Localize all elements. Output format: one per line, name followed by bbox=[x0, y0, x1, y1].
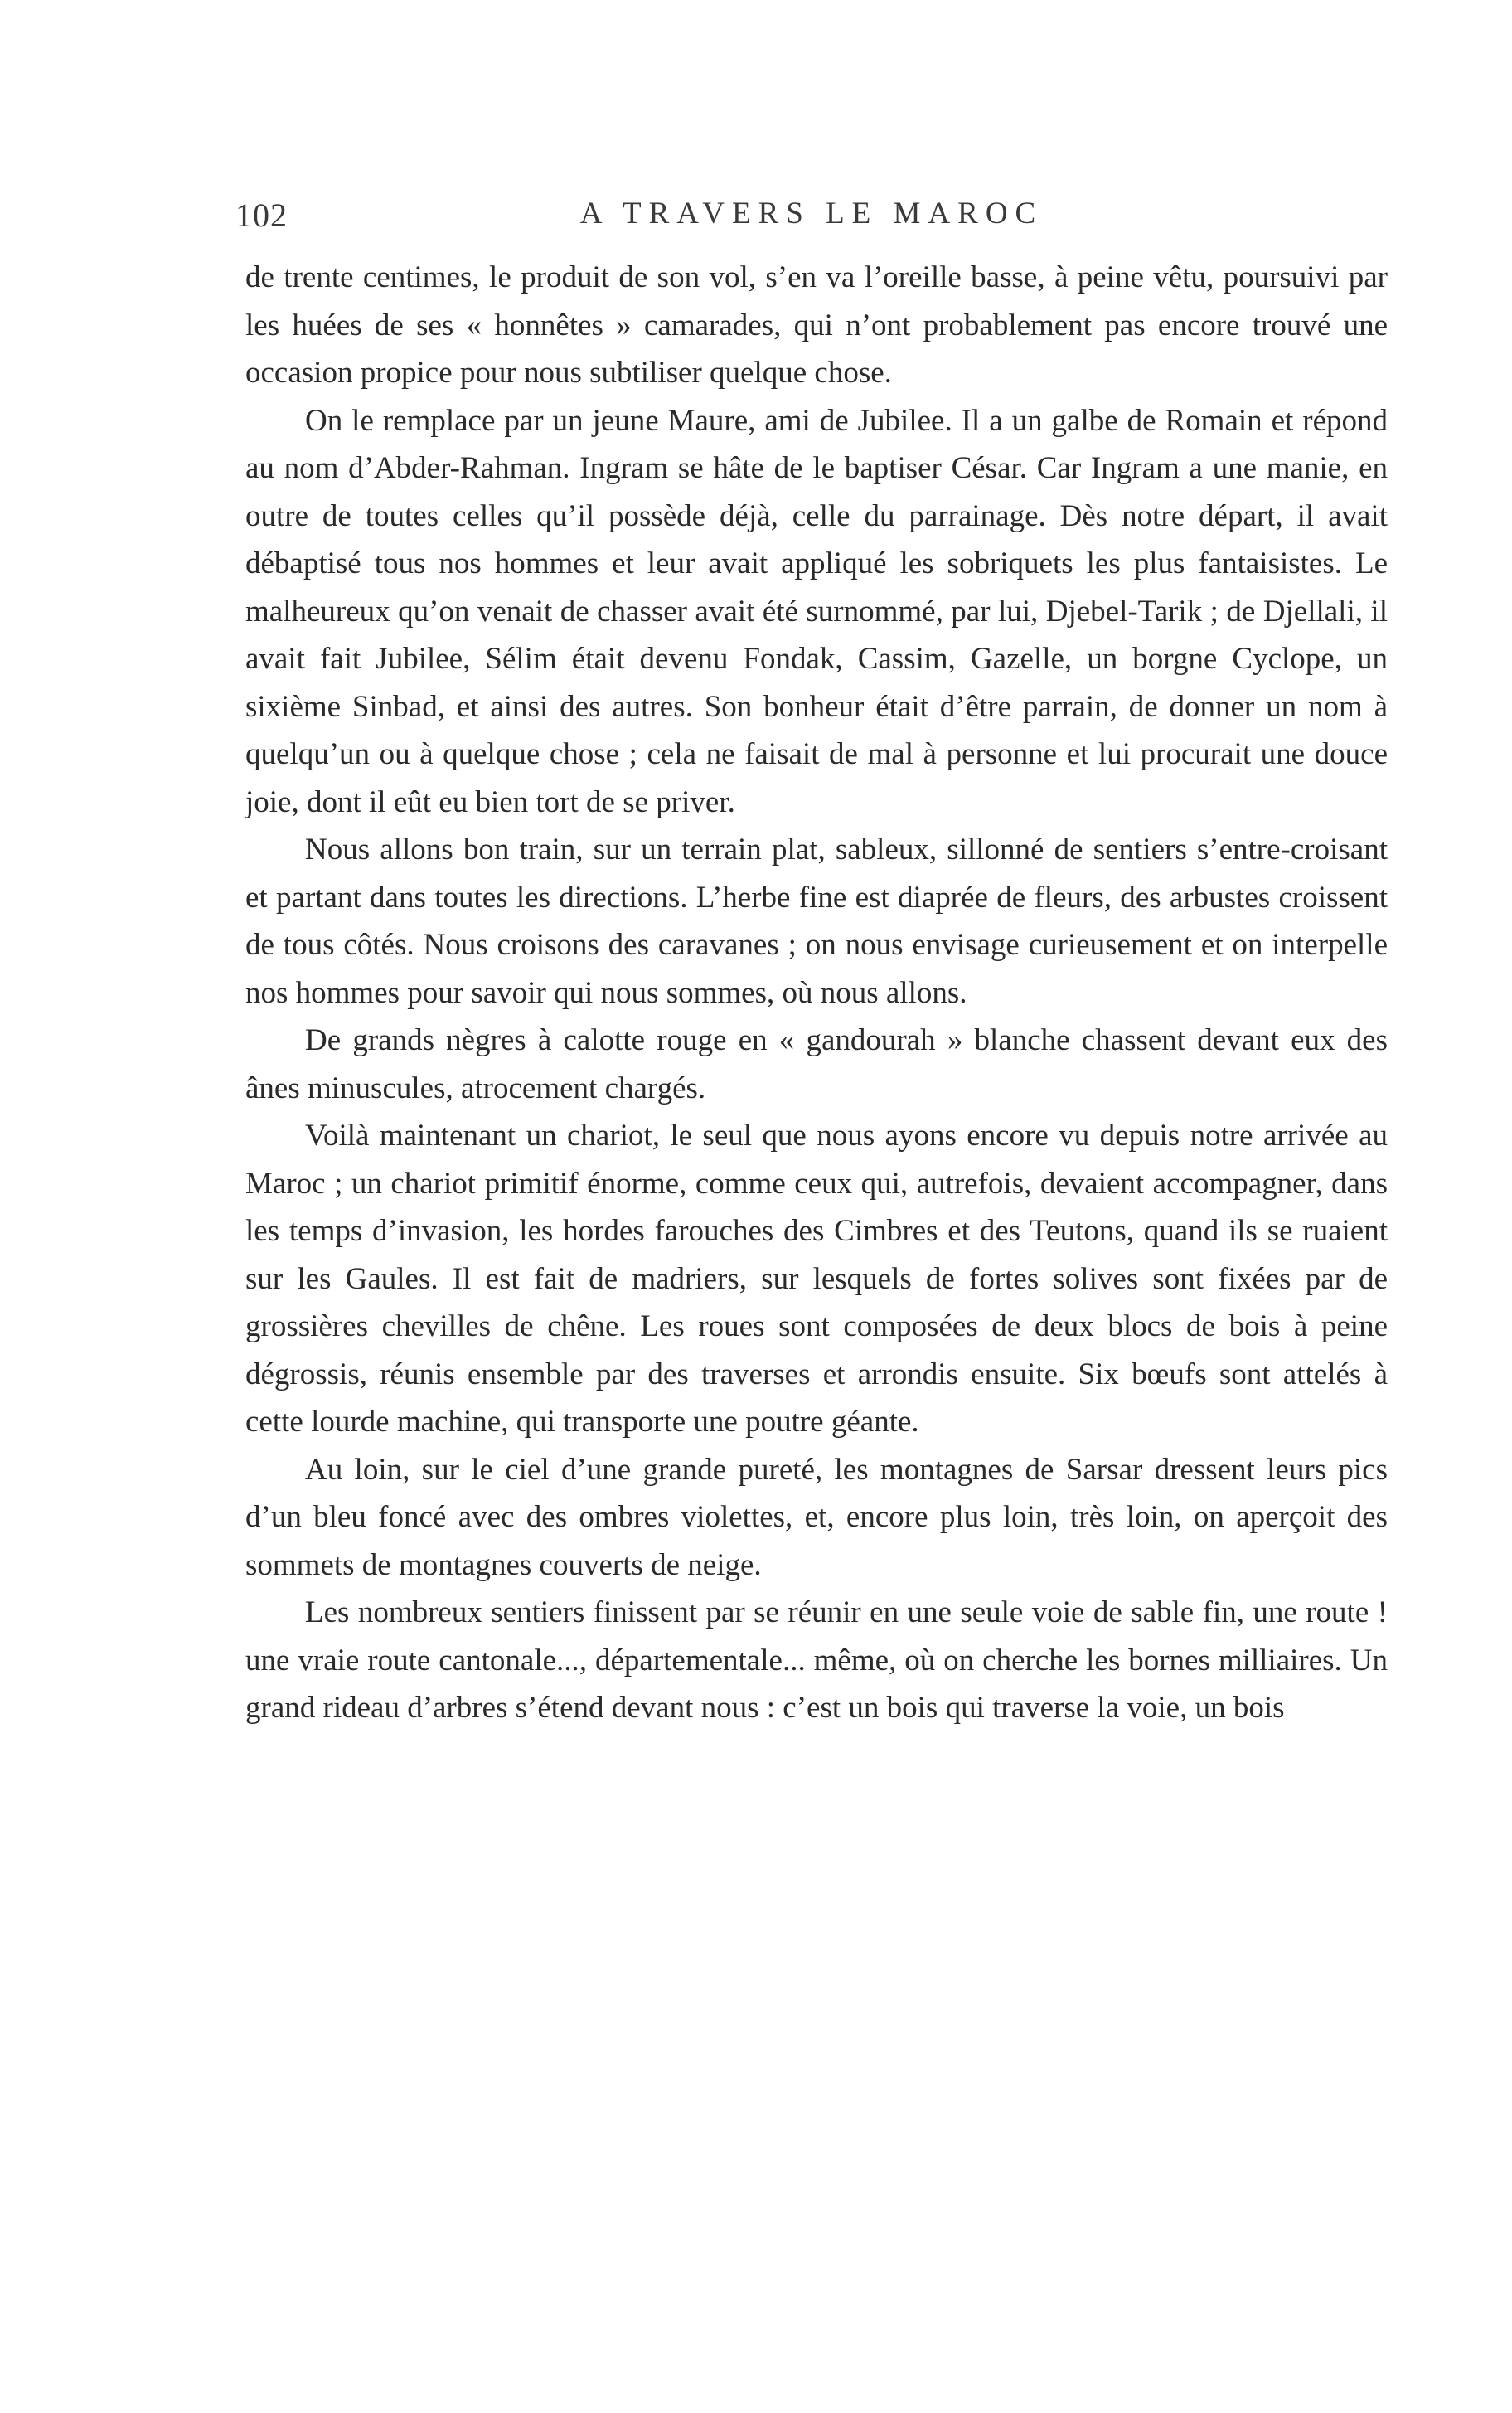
body-text bbox=[245, 254, 1388, 1732]
paragraph: Nous allons bon train, sur un terrain plat, sableux, sillonné de sentiers s’entre-croisant et partant dans toutes les directions. L’herbe fine est diaprée de fleurs, des arbustes croissent de tous côtés. Nous croisons des caravanes ; on nous envisage curieusement et on interpelle nos hommes pour savoir qui nous sommes, où nous allons. bbox=[245, 833, 1388, 1010]
paragraph: De grands nègres à calotte rouge en « gandourah » blanche chassent devant eux des ânes minuscules, atrocement chargés. bbox=[245, 1023, 1388, 1105]
paragraph: Les nombreux sentiers finissent par se réunir en une seule voie de sable fin, une route ! une vraie route cantonale..., départementale... même, où on cherche les bornes milliaires. Un grand rideau d’arbres s’étend devant nous : c’est un bois qui traverse la voie, un bois bbox=[245, 1595, 1388, 1725]
running-title: A TRAVERS LE MAROC bbox=[579, 197, 1044, 231]
paragraph: Voilà maintenant un chariot, le seul que nous ayons encore vu depuis notre arrivée au Maroc ; un chariot primitif énorme, comme ceux qui, autrefois, devaient accompagner, dans les temps d’invasion, les hordes farouches des Cimbres et des Teutons, quand ils se ruaient sur les Gaules. Il est fait de madriers, sur lesquels de fortes solives sont fixées par de grossières chevilles de chêne. Les roues sont composées de deux blocs de bois à peine dégrossis, réunis ensemble par des traverses et arrondis ensuite. Six bœufs sont attelés à cette lourde machine, qui transporte une poutre géante. bbox=[245, 1119, 1388, 1439]
paragraph: On le remplace par un jeune Maure, ami de Jubilee. Il a un galbe de Romain et répond au nom d’Abder-Rahman. Ingram se hâte de le baptiser César. Car Ingram a une manie, en outre de toutes celles qu’il possède déjà, celle du parrainage. Dès notre départ, il avait débaptisé tous nos hommes et leur avait appliqué les sobriquets les plus fantaisistes. Le malheureux qu’on venait de chasser avait été surnommé, par lui, Djebel-Tarik ; de Djellali, il avait fait Jubilee, Sélim était devenu Fondak, Cassim, Gazelle, un borgne Cyclope, un sixième Sinbad, et ainsi des autres. Son bonheur était d’être parrain, de donner un nom à quelqu’un ou à quelque chose ; cela ne faisait de mal à personne et lui procurait une douce joie, dont il eût eu bien tort de se priver. bbox=[245, 403, 1388, 819]
page-number: 102 bbox=[235, 197, 288, 234]
page-header bbox=[235, 196, 1388, 245]
paragraph-continued: de trente centimes, le produit de son vol, s’en va l’oreille basse, à peine vêtu, poursuivi par les huées de ses « honnêtes » camarades, qui n’ont probablement pas encore trouvé une occasion propice pour nous subtiliser quelque chose. bbox=[245, 260, 1388, 390]
paragraph: Au loin, sur le ciel d’une grande pureté, les montagnes de Sarsar dressent leurs pics d’un bleu foncé avec des ombres violettes, et, encore plus loin, très loin, on aperçoit des sommets de montagnes couverts de neige. bbox=[245, 1452, 1388, 1582]
